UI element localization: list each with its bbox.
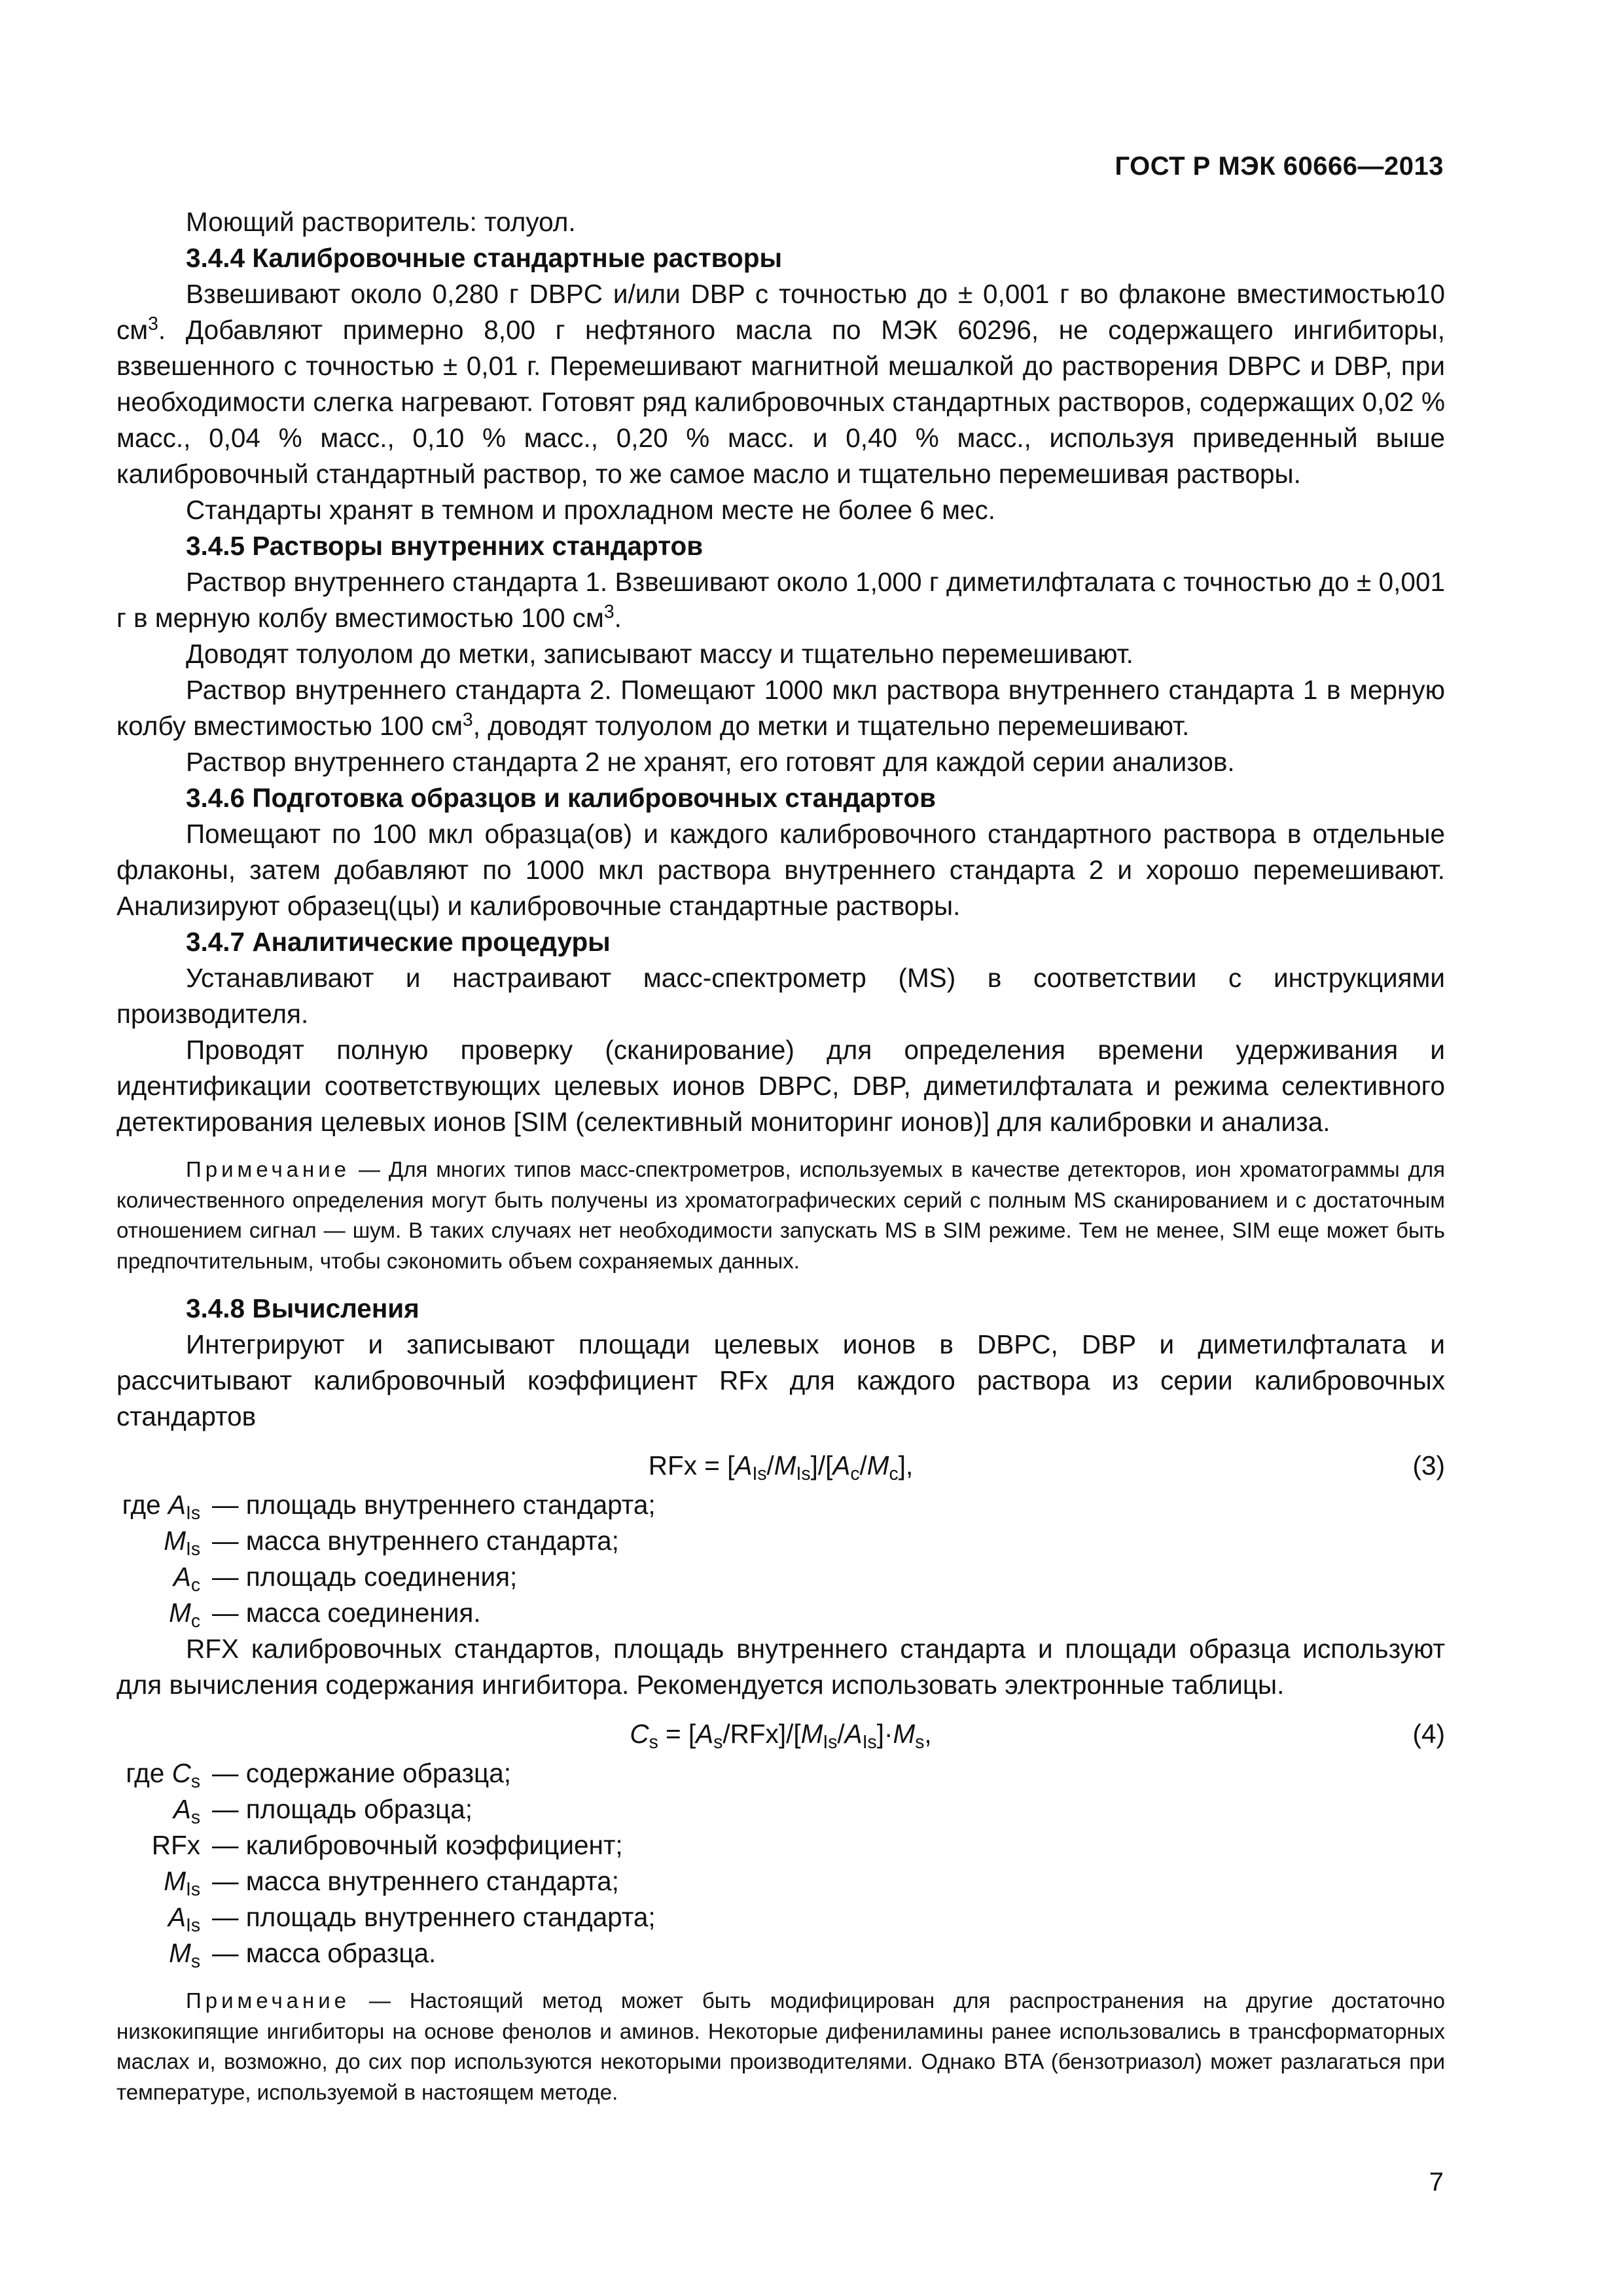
symbol-subscript: s [190,1807,200,1828]
symbol-subscript: s [190,1951,200,1972]
legend-row [116,1595,1445,1631]
legend-symbol [116,1899,212,1935]
page-number: 7 [1429,2168,1444,2197]
symbol: M [169,1598,191,1628]
legend-row [116,1791,1445,1827]
section-heading-3-4-7: 3.4.7 Аналитические процедуры [186,927,611,957]
symbol: C [171,1758,191,1788]
symbol: A [168,1902,186,1932]
text: Раствор внутреннего стандарта 2. Помещают 1000 мкл раствора внутреннего стандарта 1 в мерную колбу вместимостью 100 см [116,675,1445,741]
note [116,1986,1445,2108]
formula-4 [116,1710,1445,1755]
legend-prefix: где [126,1758,172,1788]
symbol-subscript: Is [185,1539,200,1560]
legend-row [116,1863,1445,1899]
paragraph: Помещают по 100 мкл образца(ов) и каждого калибровочного стандартного раствора в отдельные флаконы, затем добавляют по 1000 мкл раствора внутреннего стандарта 2 и хорошо перемешивают. Анализируют образец(цы) и калибровочные стандартные растворы. [116,819,1445,921]
symbol-subscript: Is [185,1503,200,1524]
legend-symbol [116,1595,212,1631]
symbol: RFx [151,1830,200,1860]
legend-description: — площадь образца; [212,1794,473,1824]
legend-prefix: где [122,1490,168,1520]
legend-row [116,1487,1445,1523]
legend-symbol [116,1827,212,1863]
symbol: M [164,1526,186,1556]
legend-symbol [116,1791,212,1827]
paragraph: Моющий растворитель: толуол. [186,207,576,237]
formula-4-legend [116,1755,1445,1971]
superscript: 3 [462,709,473,730]
legend-row [116,1827,1445,1863]
paragraph: Интегрируют и записывают площади целевых ионов в DBPC, DBP и диметилфталата и рассчитывают калибровочный коэффициент RFx для каждого раствора из серии калибровочных стандартов [116,1329,1445,1431]
legend-row [116,1935,1445,1971]
legend-row [116,1559,1445,1595]
document-header: ГОСТ Р МЭК 60666—2013 [1115,152,1444,181]
legend-description: — площадь внутреннего стандарта; [212,1902,656,1932]
legend-description: — калибровочный коэффициент; [212,1830,623,1860]
symbol: A [168,1490,186,1520]
paragraph: Стандарты хранят в темном и прохладном месте не более 6 мес. [186,495,996,525]
legend-row [116,1899,1445,1935]
legend-description: — масса внутреннего стандарта; [212,1866,619,1896]
legend-description: — масса соединения. [212,1598,481,1628]
legend-symbol [116,1559,212,1595]
text: Взвешивают около 0,280 г DBPC и/или DBP с точностью до ± 0,001 г во флаконе вместимостью10 см [116,279,1445,345]
note [116,1155,1445,1276]
symbol: A [173,1562,191,1592]
section-heading-3-4-5: 3.4.5 Растворы внутренних стандартов [186,531,704,561]
note-text: — Настоящий метод может быть модифицирован для распространения на другие достаточно низкокипящие ингибиторы на основе фенолов и аминов. Некоторые дифениламины ранее использовались в трансформаторных маслах и, возможно, до сих пор используются некоторыми производителями. Однако BTA (бензотриазол) может разлагаться при температуре, используемой в настоящем методе. [116,1988,1445,2104]
formula-4-number: (4) [1412,1719,1445,1749]
text: , доводят толуолом до метки и тщательно перемешивают. [473,711,1190,741]
paragraph [116,564,1445,636]
section-heading-3-4-6: 3.4.6 Подготовка образцов и калибровочных стандартов [186,783,936,813]
page-body [116,204,1445,2122]
symbol-subscript: Is [185,1915,200,1936]
formula-3-expression: RFx = $[A_{Is}/M_{Is}]/[A_c/M_c]$, [648,1450,914,1484]
legend-symbol [116,1487,212,1523]
text: Раствор внутреннего стандарта 1. Взвешивают около 1,000 г диметилфталата с точностью до ± 0,001 г в мерную колбу вместимостью 100 см [116,567,1445,633]
legend-description: — площадь соединения; [212,1562,518,1592]
note-text: — Для многих типов масс-спектрометров, используемых в качестве детекторов, ион хроматограммы для количественного определения могут быть получены из хроматографических серий с полным MS сканированием и с достаточным отношением сигнал — шум. В таких случаях нет необходимости запускать MS в SIM режиме. Тем не менее, SIM еще может быть предпочтительным, чтобы сэкономить объем сохраняемых данных. [116,1157,1445,1273]
paragraph: Устанавливают и настраивают масс-спектрометр (MS) в соответствии с инструкциями производителя. [116,963,1445,1029]
paragraph: Проводят полную проверку (сканирование) для определения времени удерживания и идентификации соответствующих целевых ионов DBPC, DBP, диметилфталата и режима селективного детектирования целевых ионов [SIM (селективный мониторинг ионов)] для калибровки и анализа. [116,1035,1445,1137]
symbol: M [164,1866,186,1896]
legend-description: — содержание образца; [212,1758,512,1788]
formula-3 [116,1441,1445,1487]
paragraph [116,276,1445,492]
legend-symbol [116,1935,212,1971]
legend-description: — масса образца. [212,1938,437,1968]
note-label: Примечание [186,1988,351,2013]
paragraph: RFX калибровочных стандартов, площадь внутреннего стандарта и площади образца используют для вычисления содержания ингибитора. Рекомендуется использовать электронные таблицы. [116,1634,1445,1700]
text: . [614,603,622,633]
section-heading-3-4-8: 3.4.8 Вычисления [186,1293,419,1323]
legend-row [116,1523,1445,1559]
superscript: 3 [148,314,158,334]
paragraph [116,672,1445,744]
paragraph: Раствор внутреннего стандарта 2 не хранят, его готовят для каждой серии анализов. [186,747,1235,777]
paragraph: Доводят толуолом до метки, записывают массу и тщательно перемешивают. [186,639,1133,669]
symbol: A [173,1794,191,1824]
legend-symbol [116,1755,212,1791]
legend-row [116,1755,1445,1791]
symbol-subscript: c [190,1611,200,1632]
legend-symbol [116,1863,212,1899]
text: . Добавляют примерно 8,00 г нефтяного масла по МЭК 60296, не содержащего ингибиторы, взвешенного с точностью ± 0,01 г. Перемешивают магнитной мешалкой до растворения DBPC и DBP, при необходимости слегка нагревают. Готовят ряд калибровочных стандартных растворов, содержащих 0,02 % масс., 0,04 % масс., 0,10 % масс., 0,20 % масс. и 0,40 % масс., используя приведенный выше калибровочный стандартный раствор, то же самое масло и тщательно перемешивая растворы. [116,315,1445,489]
symbol-subscript: Is [185,1879,200,1900]
legend-description: — масса внутреннего стандарта; [212,1526,619,1556]
formula-3-legend [116,1487,1445,1631]
formula-4-expression: $C_s = [A_s/RFx]/[M_{Is}/A_{Is}]\cdot M_s$, [630,1719,932,1753]
symbol-subscript: s [190,1771,200,1792]
symbol: M [169,1938,191,1968]
note-label: Примечание [186,1157,351,1181]
symbol-subscript: c [190,1575,200,1596]
formula-3-number: (3) [1412,1450,1445,1480]
section-heading-3-4-4: 3.4.4 Калибровочные стандартные растворы [186,243,783,273]
legend-description: — площадь внутреннего стандарта; [212,1490,656,1520]
superscript: 3 [603,601,615,622]
legend-symbol [116,1523,212,1559]
